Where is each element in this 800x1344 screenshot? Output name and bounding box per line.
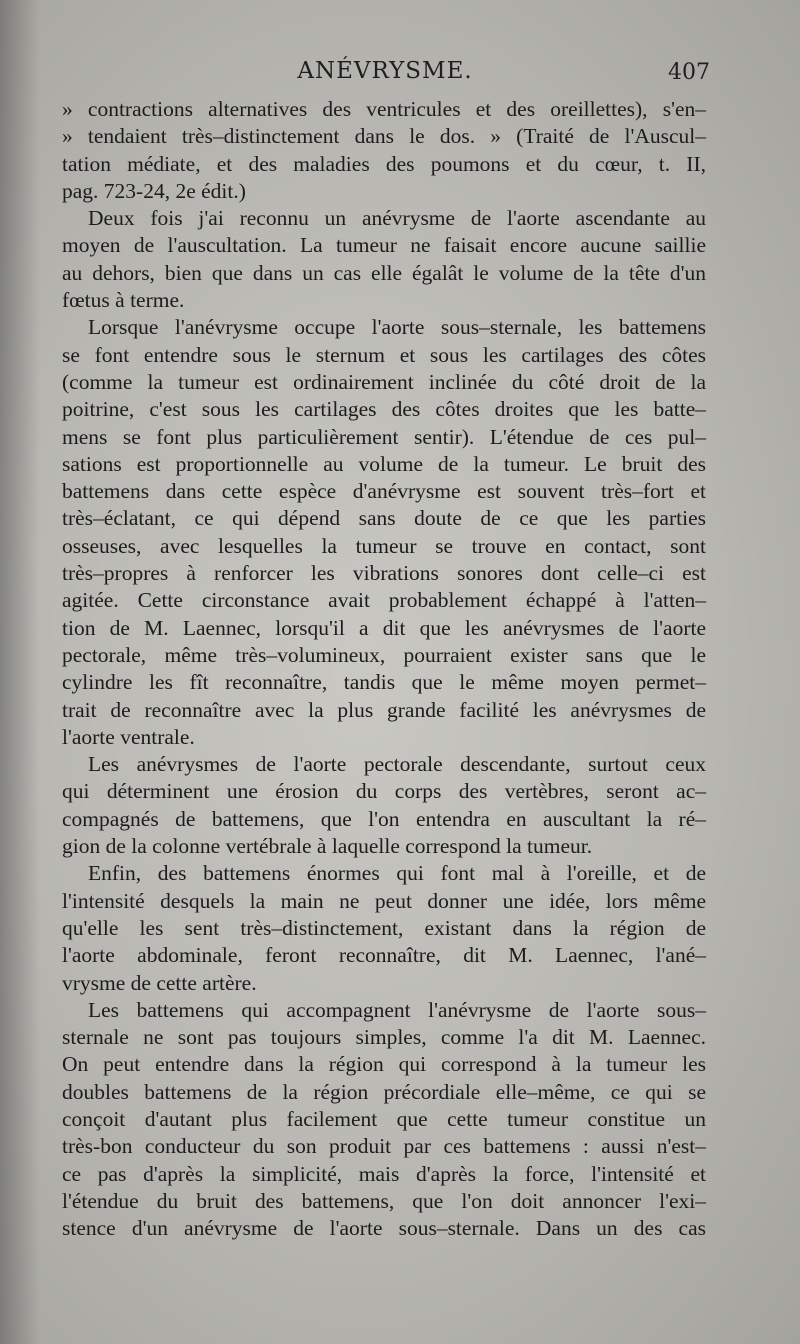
paragraph	[62, 314, 706, 751]
text-line: tation médiate, et des maladies des poumons et du cœur, t. II,	[62, 151, 706, 176]
text-line: très-bon conducteur du son produit par ces battemens : aussi n'est–	[62, 1134, 706, 1159]
text-line: doubles battemens de la région précordiale elle–même, ce qui se	[62, 1079, 706, 1104]
text-line: l'aorte ventrale.	[62, 724, 195, 749]
text-line: Les anévrysmes de l'aorte pectorale descendante, surtout ceux	[88, 752, 706, 777]
text-line: sternale ne sont pas toujours simples, comme l'a dit M. Laennec.	[62, 1025, 706, 1050]
page-number: 407	[668, 60, 710, 85]
text-line: gion de la colonne vertébrale à laquelle correspond la tumeur.	[62, 834, 593, 859]
text-line: très–éclatant, ce qui dépend sans doute de ce que les parties	[62, 506, 706, 531]
text-line: trait de reconnaître avec la plus grande facilité les anévrysmes de	[62, 697, 706, 722]
text-line: poitrine, c'est sous les cartilages des côtes droites que les batte–	[62, 397, 706, 422]
text-line: tion de M. Laennec, lorsqu'il a dit que les anévrysmes de l'aorte	[62, 615, 706, 640]
page-header	[60, 58, 710, 92]
text-line: osseuses, avec lesquelles la tumeur se trouve en contact, sont	[62, 533, 706, 558]
text-line: On peut entendre dans la région qui correspond à la tumeur les	[62, 1052, 706, 1077]
text-line: Enfin, des battemens énormes qui font mal à l'oreille, et de	[88, 861, 706, 886]
text-line: (comme la tumeur est ordinairement inclinée du côté droit de la	[62, 369, 706, 394]
text-line: qui déterminent une érosion du corps des vertèbres, seront ac–	[62, 779, 706, 804]
text-line: Deux fois j'ai reconnu un anévrysme de l'aorte ascendante au	[88, 206, 706, 231]
text-line: battemens dans cette espèce d'anévrysme est souvent très–fort et	[62, 479, 706, 504]
text-line: pag. 723-24, 2e édit.)	[62, 178, 246, 203]
paragraph	[62, 751, 706, 860]
text-line: compagnés de battemens, que l'on entendra en auscultant la ré–	[62, 806, 706, 831]
text-line: ce pas d'après la simplicité, mais d'après la force, l'intensité et	[62, 1161, 706, 1186]
text-line: qu'elle les sent très–distinctement, existant dans la région de	[62, 915, 706, 940]
text-line: se font entendre sous le sternum et sous les cartilages des côtes	[62, 342, 706, 367]
text-line: conçoit d'autant plus facilement que cette tumeur constitue un	[62, 1106, 706, 1131]
text-line: » contractions alternatives des ventricules et des oreillettes), s'en–	[62, 97, 706, 121]
body-text	[62, 96, 706, 1242]
text-line: Les battemens qui accompagnent l'anévrysme de l'aorte sous–	[88, 997, 706, 1022]
text-line: agitée. Cette circonstance avait probablement échappé à l'atten–	[62, 588, 706, 613]
text-line: l'intensité desquels la main ne peut donner une idée, lors même	[62, 888, 706, 913]
paragraph	[62, 997, 706, 1243]
gutter-shadow	[0, 0, 40, 1344]
text-line: très–propres à renforcer les vibrations sonores dont celle–ci est	[62, 561, 706, 586]
text-line: l'étendue du bruit des battemens, que l'on doit annoncer l'exi–	[62, 1188, 706, 1213]
text-line: fœtus à terme.	[62, 288, 185, 313]
paragraph-quote-continuation	[62, 96, 706, 205]
text-line: pectorale, même très–volumineux, pourraient exister sans que le	[62, 642, 706, 667]
text-line: l'aorte abdominale, feront reconnaître, dit M. Laennec, l'ané–	[62, 943, 706, 968]
text-line: mens se font plus particulièrement sentir). L'étendue de ces pul–	[62, 424, 706, 449]
text-line: cylindre les fît reconnaître, tandis que le même moyen permet–	[62, 670, 706, 695]
text-line: » tendaient très–distinctement dans le dos. » (Traité de l'Auscul–	[62, 124, 706, 149]
text-line: vrysme de cette artère.	[62, 970, 257, 995]
running-title: ANÉVRYSME.	[297, 58, 473, 84]
text-line: sations est proportionnelle au volume de la tumeur. Le bruit des	[62, 451, 706, 476]
paragraph	[62, 860, 706, 996]
text-line: au dehors, bien que dans un cas elle égalât le volume de la tête d'un	[62, 260, 706, 285]
paragraph	[62, 205, 706, 314]
text-line: stence d'un anévrysme de l'aorte sous–sternale. Dans un des cas	[62, 1216, 706, 1241]
text-line: moyen de l'auscultation. La tumeur ne faisait encore aucune saillie	[62, 233, 706, 258]
text-line: Lorsque l'anévrysme occupe l'aorte sous–sternale, les battemens	[88, 315, 706, 340]
